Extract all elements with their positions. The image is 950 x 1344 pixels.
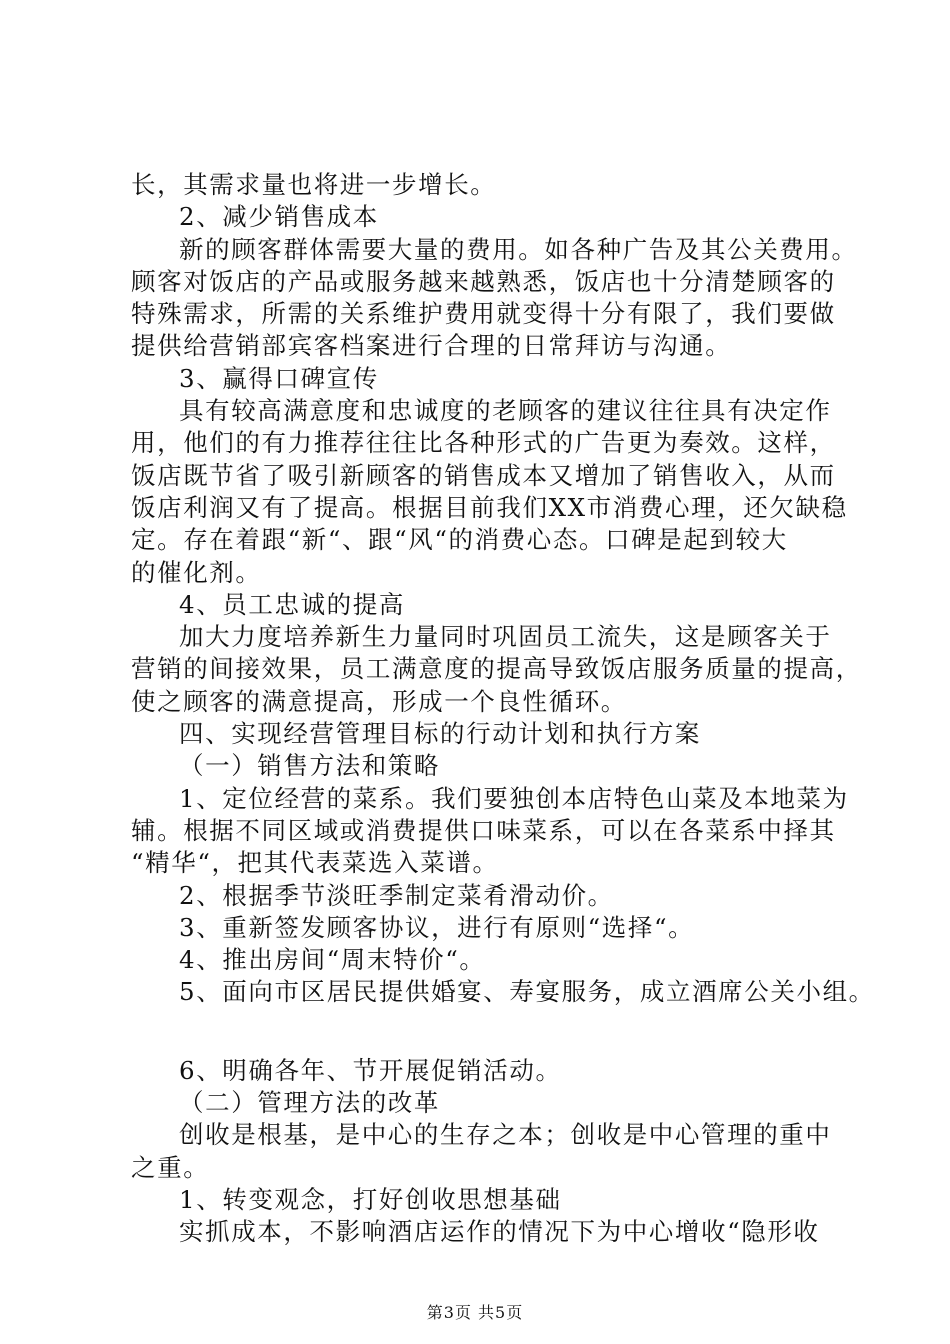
list-item: 6、明确各年、节开展促销活动。 bbox=[179, 1055, 562, 1085]
text-line: 用，他们的有力推荐往往比各种形式的广告更为奏效。这样， bbox=[131, 428, 836, 458]
section-heading: 1、转变观念，打好创收思想基础 bbox=[179, 1184, 562, 1214]
list-item: 5、面向市区居民提供婚宴、寿宴服务，成立酒席公关小组。 bbox=[179, 977, 875, 1007]
text-line: 创收是根基，是中心的生存之本；创收是中心管理的重中 bbox=[179, 1120, 832, 1150]
text-line: 定。存在着跟“新“、跟“风“的消费心态。口碑是起到较大 bbox=[131, 525, 788, 555]
text-line: 饭店既节省了吸引新顾客的销售成本又增加了销售收入，从而 bbox=[131, 460, 836, 490]
document-body bbox=[131, 169, 875, 1249]
subsection-heading: （二）管理方法的改革 bbox=[179, 1088, 440, 1118]
subsection-heading: （一）销售方法和策略 bbox=[179, 751, 440, 781]
list-item: 2、根据季节淡旺季制定菜肴滑动价。 bbox=[179, 880, 614, 910]
list-item: 3、重新签发顾客协议，进行有原则“选择“。 bbox=[179, 912, 695, 942]
chapter-heading: 四、实现经营管理目标的行动计划和执行方案 bbox=[179, 719, 701, 749]
text-line: 使之顾客的满意提高，形成一个良性循环。 bbox=[131, 686, 627, 716]
section-heading: 2、减少销售成本 bbox=[179, 202, 379, 232]
text-line: 具有较高满意度和忠诚度的老顾客的建议往往具有决定作 bbox=[179, 396, 832, 426]
text-line: 的催化剂。 bbox=[131, 557, 262, 587]
text-line: 加大力度培养新生力量同时巩固员工流失，这是顾客关于 bbox=[179, 622, 832, 652]
text-line: 饭店利润又有了提高。根据目前我们XX市消费心理，还欠缺稳 bbox=[131, 492, 848, 522]
text-line: “精华“，把其代表菜选入菜谱。 bbox=[131, 848, 499, 878]
text-line: 1、定位经营的菜系。我们要独创本店特色山菜及本地菜为 bbox=[179, 783, 849, 813]
section-heading: 3、赢得口碑宣传 bbox=[179, 363, 379, 393]
text-line: 提供给营销部宾客档案进行合理的日常拜访与沟通。 bbox=[131, 331, 732, 361]
page-number-footer: 第3页 共5页 bbox=[426, 1303, 524, 1322]
section-heading: 4、员工忠诚的提高 bbox=[179, 589, 405, 619]
text-line: 特殊需求，所需的关系维护费用就变得十分有限了，我们要做 bbox=[131, 299, 836, 329]
list-item: 4、推出房间“周末特价“。 bbox=[179, 945, 486, 975]
text-line: 辅。根据不同区域或消费提供口味菜系，可以在各菜系中择其 bbox=[131, 815, 836, 845]
text-line: 营销的间接效果，员工满意度的提高导致饭店服务质量的提高， bbox=[131, 654, 862, 684]
blank-line bbox=[131, 1009, 851, 1055]
text-line: 之重。 bbox=[131, 1152, 210, 1182]
text-line: 实抓成本，不影响酒店运作的情况下为中心增收“隐形收 bbox=[179, 1217, 820, 1247]
text-line: 新的顾客群体需要大量的费用。如各种广告及其公关费用。 bbox=[179, 234, 858, 264]
text-line: 长，其需求量也将进一步增长。 bbox=[131, 170, 497, 199]
text-line: 顾客对饭店的产品或服务越来越熟悉，饭店也十分清楚顾客的 bbox=[131, 266, 836, 296]
